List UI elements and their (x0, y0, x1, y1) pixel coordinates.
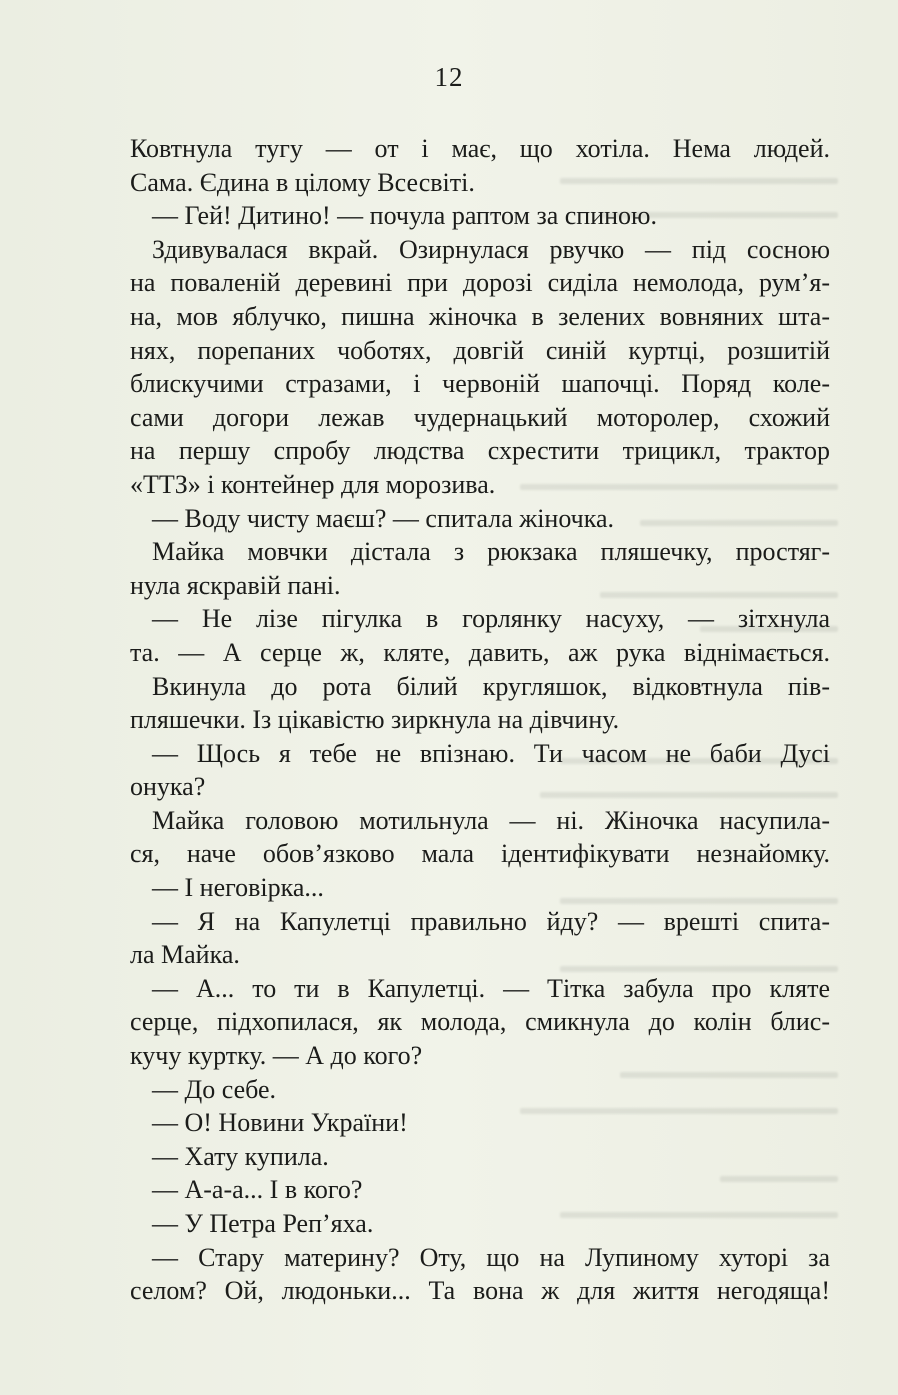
text-line: та. — А серце ж, кляте, давить, аж рука віднімається. (130, 637, 830, 667)
text-line: Здивувалася вкрай. Озирнулася рвучко — під сосною (152, 234, 830, 264)
text-line: Ковтнула тугу — от і має, що хотіла. Нема людей. (130, 134, 830, 163)
text-line: «ТТЗ» і контейнер для морозива. (130, 469, 496, 499)
text-line: ла Майка. (130, 940, 240, 970)
text-line: Вкинула до рота білий кругляшок, відковтнула пів- (152, 671, 830, 701)
text-line: на, мов яблучко, пишна жіночка в зелених вовняних шта- (130, 301, 830, 331)
text-line: — О! Новини України! (152, 1108, 408, 1138)
text-line: — Воду чисту маєш? — спитала жіночка. (152, 503, 615, 533)
text-line: пляшечки. Із цікавістю зиркнула на дівчину. (130, 705, 620, 735)
text-line: — Гей! Дитино! — почула раптом за спиною. (152, 201, 657, 231)
text-line: сами догори лежав чудернацький моторолер, схожий (130, 402, 830, 432)
text-line: серце, підхопилася, як молода, смикнула до колін блис- (130, 1007, 830, 1037)
text-line: ся, наче обов’язково мала ідентифікувати незнайомку. (130, 839, 830, 869)
text-line: — У Петра Реп’яха. (152, 1209, 374, 1238)
text-line: — Не лізе пігулка в горлянку насуху, — зітхнула (152, 604, 830, 634)
text-line: — А... то ти в Капулетці. — Тітка забула про кляте (152, 973, 830, 1003)
text-line: — Я на Капулетці правильно йду? — врешті спита- (152, 906, 830, 936)
text-line: — І неговірка... (152, 873, 324, 903)
text-line: нях, порепаних чоботях, довгій синій куртці, розшитій (130, 335, 830, 365)
text-line: на першу спробу людства схрестити трицикл, трактор (130, 436, 830, 466)
text-line: Сама. Єдина в цілому Всесвіті. (130, 167, 475, 197)
text-line: кучу куртку. — А до кого? (130, 1041, 423, 1071)
page-number: 12 (434, 62, 464, 92)
text-line: — Стару материну? Оту, що на Лупиному хуторі за (152, 1242, 830, 1272)
text-line: Майка мовчки дістала з рюкзака пляшечку, простяг- (152, 537, 830, 567)
text-line: — А-а-а... І в кого? (152, 1175, 363, 1205)
page-body-text (130, 132, 830, 1308)
text-line: блискучими стразами, і червоній шапочці. Поряд коле- (130, 369, 830, 399)
text-line: селом? Ой, людоньки... Та вона ж для життя негодяща! (130, 1276, 830, 1306)
text-line: — Щось я тебе не впізнаю. Ти часом не баби Дусі (152, 738, 830, 768)
text-line: Майка головою мотильнула — ні. Жіночка насупила- (152, 805, 830, 835)
text-line: — До себе. (152, 1074, 277, 1104)
text-line: на поваленій деревині при дорозі сиділа немолода, рум’я- (130, 268, 830, 298)
text-line: нула яскравій пані. (130, 570, 341, 600)
text-line: — Хату купила. (152, 1141, 329, 1171)
text-line: онука? (130, 772, 206, 802)
